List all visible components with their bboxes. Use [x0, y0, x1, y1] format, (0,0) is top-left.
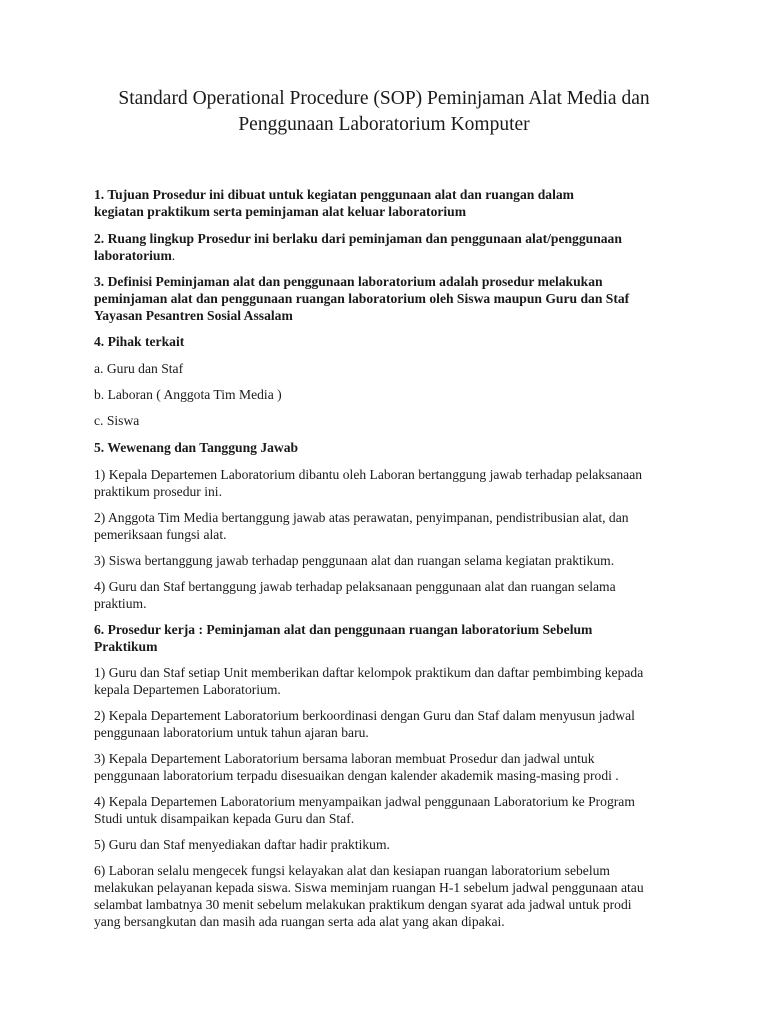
document-title [94, 86, 674, 138]
section-6-heading-line-2: Praktikum [94, 639, 158, 654]
section-2-line-1: 2. Ruang lingkup Prosedur ini berlaku dari peminjaman dan penggunaan alat/penggunaan [94, 231, 622, 246]
section-5-heading: 5. Wewenang dan Tanggung Jawab [94, 440, 299, 455]
section-1-line-1: 1. Tujuan Prosedur ini dibuat untuk kegiatan penggunaan alat dan ruangan dalam [94, 187, 574, 202]
section-5-item-2 [94, 509, 674, 543]
section-5-item-2-line-1: 2) Anggota Tim Media bertanggung jawab atas perawatan, penyimpanan, pendistribusian alat, dan [94, 510, 629, 525]
section-6-step-4-line-1: 4) Kepala Departemen Laboratorium menyampaikan jadwal penggunaan Laboratorium ke Program [94, 794, 635, 809]
section-1-line-2: kegiatan praktikum serta peminjaman alat keluar laboratorium [94, 204, 467, 219]
section-5-item-4-line-2: praktium. [94, 596, 147, 611]
section-5-item-2-line-2: pemeriksaan fungsi alat. [94, 527, 227, 542]
section-5-item-1 [94, 466, 674, 500]
section-3-line-3: Yayasan Pesantren Sosial Assalam [94, 308, 293, 323]
section-4-item-c: c. Siswa [94, 413, 140, 428]
section-5-item-4-line-1: 4) Guru dan Staf bertanggung jawab terhadap pelaksanaan penggunaan alat dan ruangan selama [94, 579, 616, 594]
section-6-step-5 [94, 836, 674, 853]
section-5-item-1-line-1: 1) Kepala Departemen Laboratorium dibantu oleh Laboran bertanggung jawab terhadap pelaksanaan [94, 467, 643, 482]
section-6-heading [94, 621, 674, 655]
section-6-step-6-line-1: 6) Laboran selalu mengecek fungsi kelayakan alat dan kesiapan ruangan laboratorium sebelum [94, 863, 610, 878]
title-line-2: Penggunaan Laboratorium Komputer [238, 114, 530, 135]
section-6-step-6-line-3: selambat lambatnya 30 menit sebelum melakukan praktikum dengan syarat ada jadwal untuk prodi [94, 897, 632, 912]
section-3-definition [94, 273, 674, 324]
section-6-step-6-line-2: melakukan pelayanan kepada siswa. Siswa meminjam ruangan H-1 sebelum jadwal penggunaan atau [94, 880, 644, 895]
section-1-purpose [94, 186, 674, 220]
section-4-item-b: b. Laboran ( Anggota Tim Media ) [94, 387, 282, 402]
section-6-step-4 [94, 793, 674, 827]
section-6-step-5-line-1: 5) Guru dan Staf menyediakan daftar hadir praktikum. [94, 837, 390, 852]
section-6-step-2 [94, 707, 674, 741]
section-6-step-6 [94, 862, 674, 930]
section-6-step-4-line-2: Studi untuk disampaikan kepada Guru dan Staf. [94, 811, 355, 826]
section-6-step-1-line-2: kepala Departemen Laboratorium. [94, 682, 281, 697]
section-6-step-2-line-2: penggunaan laboratorium untuk tahun ajaran baru. [94, 725, 369, 740]
section-5-item-4 [94, 578, 674, 612]
section-2-line-2: laboratorium [94, 248, 172, 263]
section-6-step-1-line-1: 1) Guru dan Staf setiap Unit memberikan daftar kelompok praktikum dan daftar pembimbing kepada [94, 665, 644, 680]
section-6-step-3-line-1: 3) Kepala Departement Laboratorium bersama laboran membuat Prosedur dan jadwal untuk [94, 751, 595, 766]
section-6-heading-line-1: 6. Prosedur kerja : Peminjaman alat dan penggunaan ruangan laboratorium Sebelum [94, 622, 593, 637]
section-5-item-3 [94, 552, 674, 569]
section-2-scope [94, 230, 674, 264]
section-6-step-3 [94, 750, 674, 784]
section-6-step-1 [94, 664, 674, 698]
section-3-line-2: peminjaman alat dan penggunaan ruangan laboratorium oleh Siswa maupun Guru dan Staf [94, 291, 630, 306]
section-3-line-1: 3. Definisi Peminjaman alat dan penggunaan laboratorium adalah prosedur melakukan [94, 274, 603, 289]
section-6-step-6-line-4: yang bersangkutan dan masih ada ruangan serta ada alat yang akan dipakai. [94, 914, 505, 929]
section-4-heading: 4. Pihak terkait [94, 334, 185, 349]
section-5-item-1-line-2: praktikum prosedur ini. [94, 484, 222, 499]
section-6-step-2-line-1: 2) Kepala Departement Laboratorium berkoordinasi dengan Guru dan Staf dalam menyusun jadwal [94, 708, 635, 723]
section-5-item-3-line-1: 3) Siswa bertanggung jawab terhadap penggunaan alat dan ruangan selama kegiatan praktikum. [94, 553, 615, 568]
section-4-item-a: a. Guru dan Staf [94, 361, 184, 376]
section-6-step-3-line-2: penggunaan laboratorium terpadu disesuaikan dengan kalender akademik masing-masing prodi . [94, 768, 619, 783]
title-line-1: Standard Operational Procedure (SOP) Peminjaman Alat Media dan [118, 88, 650, 109]
section-2-line-2-tail: . [171, 248, 176, 263]
